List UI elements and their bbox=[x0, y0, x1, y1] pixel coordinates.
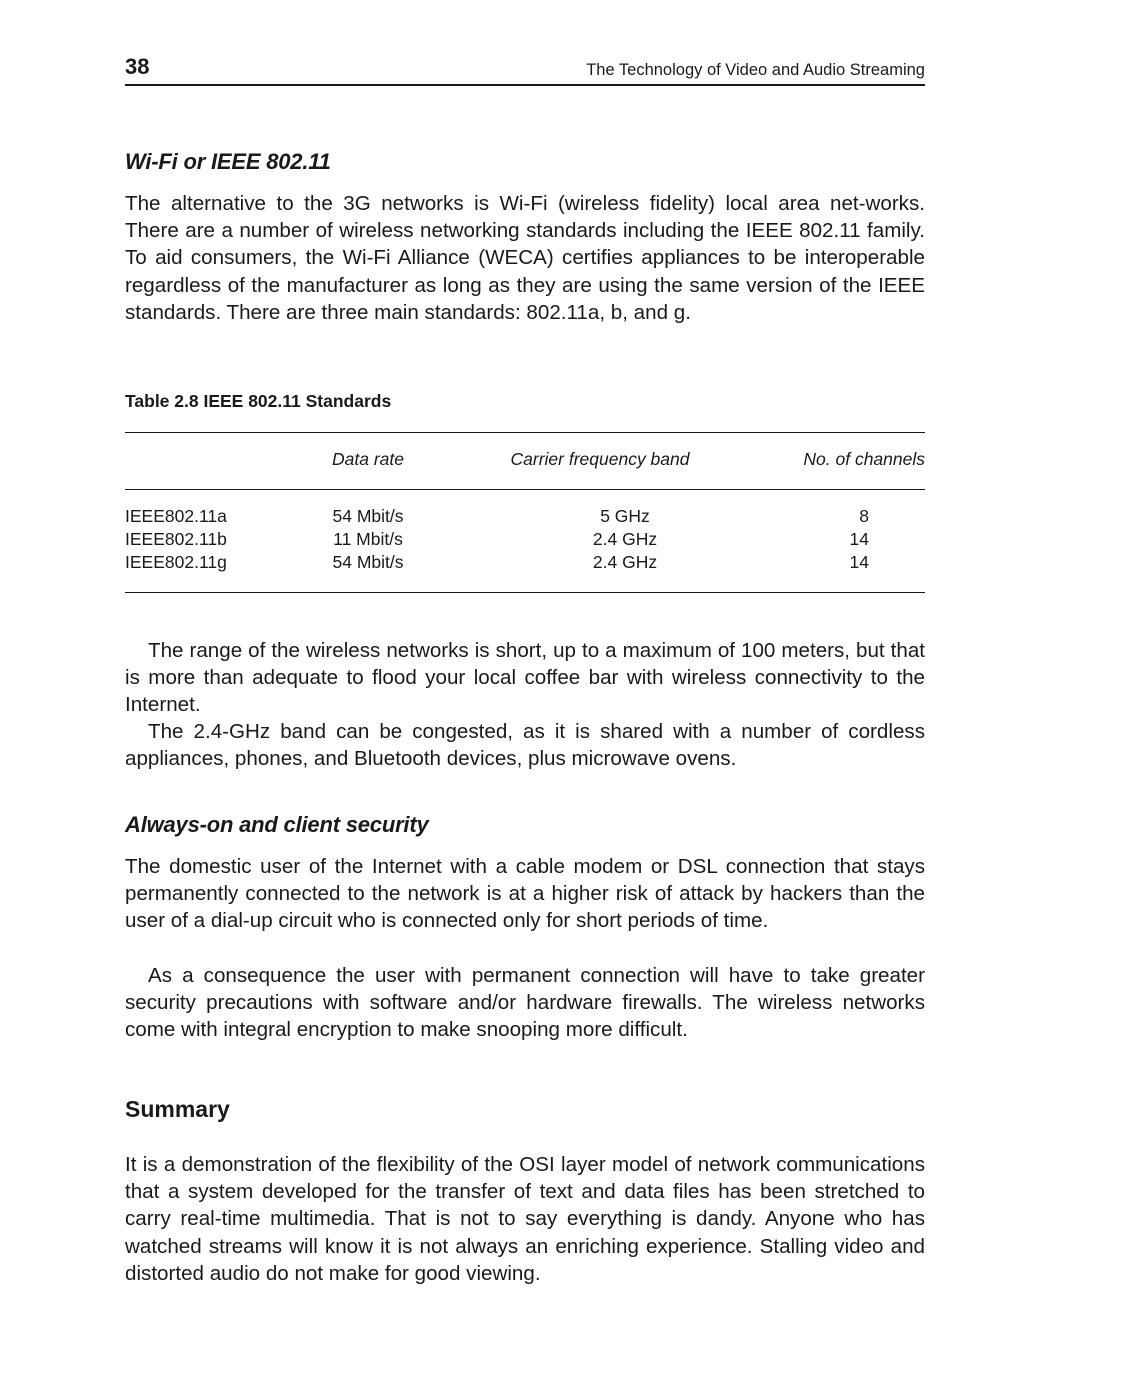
table-header-channels: No. of channels bbox=[803, 449, 925, 469]
page-number: 38 bbox=[125, 54, 150, 79]
table-cell-standard: IEEE802.11b bbox=[125, 529, 227, 549]
security-paragraph-1: The domestic user of the Internet with a cable modem or DSL connection that stays permanently connected to the network is at a higher risk of attack by hackers than the user of a dial-up circuit who is connected only for short periods of time. bbox=[125, 855, 925, 933]
table-header-rule bbox=[125, 489, 925, 490]
wifi-paragraph: The alternative to the 3G networks is Wi-Fi (wireless fidelity) local area net-works. There are a number of wireless networking standards including the IEEE 802.11 family. To aid consumers, the Wi-Fi Alliance (WECA) certifies appliances to be interoperable regardless of the manufacturer as long as they are using the same version of the IEEE standards. There are three main standards: 802.11a, b, and g. bbox=[125, 192, 925, 324]
table-cell-data-rate: 11 Mbit/s bbox=[333, 529, 403, 549]
table-caption: Table 2.8 IEEE 802.11 Standards bbox=[125, 391, 392, 411]
table-cell-channels: 8 bbox=[859, 506, 869, 526]
table-bottom-rule bbox=[125, 592, 925, 593]
table-cell-data-rate: 54 Mbit/s bbox=[332, 506, 404, 526]
table-cell-standard: IEEE802.11g bbox=[125, 552, 227, 572]
table-cell-band: 2.4 GHz bbox=[592, 552, 658, 572]
table-header-data-rate: Data rate bbox=[332, 449, 404, 469]
range-paragraph: The range of the wireless networks is short, up to a maximum of 100 meters, but that is more than adequate to flood your local coffee bar with wireless connectivity to the Internet. bbox=[125, 639, 925, 717]
table-top-rule bbox=[125, 432, 925, 433]
table-header-carrier-band: Carrier frequency band bbox=[510, 449, 690, 469]
table-cell-band: 2.4 GHz bbox=[592, 529, 658, 549]
table-cell-band: 5 GHz bbox=[600, 506, 650, 526]
running-header bbox=[125, 52, 925, 86]
table-cell-standard: IEEE802.11a bbox=[125, 506, 227, 526]
security-paragraph-2: As a consequence the user with permanent connection will have to take greater security precautions with software and/or hardware firewalls. The wireless networks come with integral encryption to make snooping more difficult. bbox=[125, 964, 925, 1042]
wifi-heading: Wi-Fi or IEEE 802.11 bbox=[125, 149, 331, 174]
running-title: The Technology of Video and Audio Streaming bbox=[586, 61, 925, 79]
security-heading: Always-on and client security bbox=[125, 812, 429, 837]
congestion-paragraph: The 2.4-GHz band can be congested, as it is shared with a number of cordless appliances, phones, and Bluetooth devices, plus microwave ovens. bbox=[125, 720, 925, 771]
table-cell-channels: 14 bbox=[849, 529, 869, 549]
table-cell-channels: 14 bbox=[849, 552, 869, 572]
summary-heading: Summary bbox=[125, 1096, 230, 1122]
summary-paragraph: It is a demonstration of the flexibility of the OSI layer model of network communications that a system developed for the transfer of text and data files has been stretched to carry real-time multimedia. That is not to say everything is dandy. Anyone who has watched streams will know it is not always an enriching experience. Stalling video and distorted audio do not make for good viewing. bbox=[125, 1153, 925, 1285]
table-cell-data-rate: 54 Mbit/s bbox=[332, 552, 404, 572]
